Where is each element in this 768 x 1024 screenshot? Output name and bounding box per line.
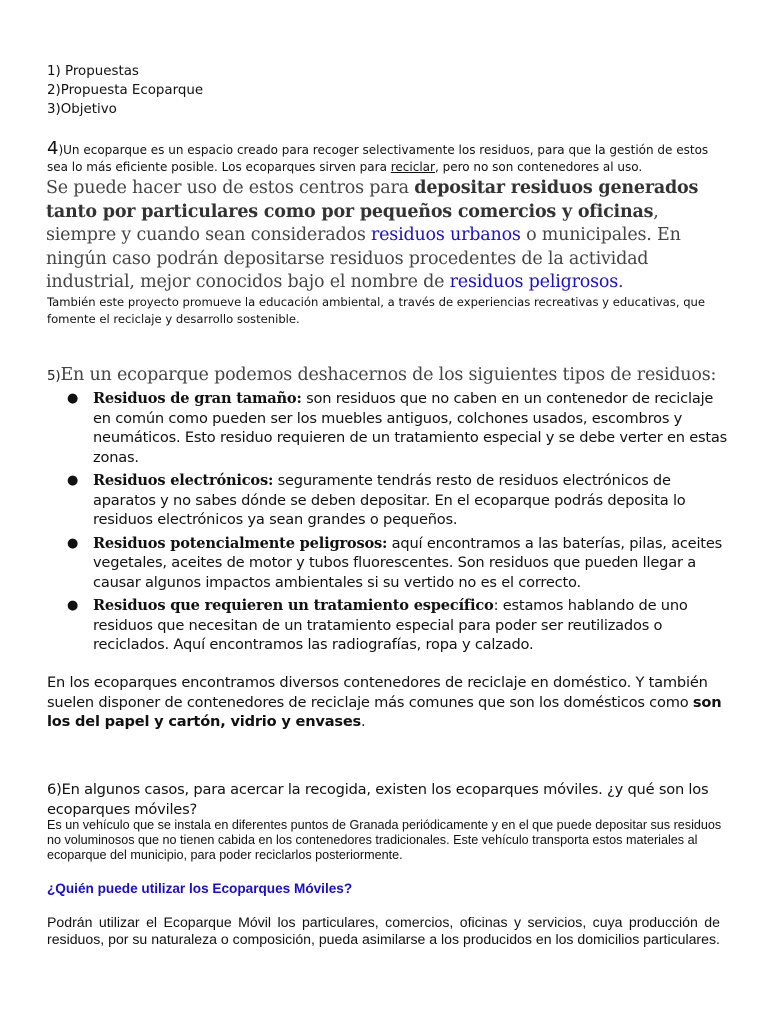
list-item [67,471,733,530]
residuos-urbanos-link[interactable]: residuos urbanos [370,225,521,245]
list-item-title: Residuos de gran tamaño: [93,390,302,407]
section-4-number: 4 [47,138,59,159]
section-5-heading-text: En un ecoparque podemos deshacernos de los siguientes tipos de residuos: [60,365,717,385]
list-item-text: son residuos que no caben en un contenedor de reciclaje en común como pueden ser los muebles antiguos, colchones usados, escombros y neumáticos. Esto residuo requieren de un tratamiento especial y se debe verter en estas zonas. [93,390,728,466]
list-item-title: Residuos que requieren un tratamiento específico [93,597,494,614]
section-6-intro: 6)En algunos casos, para acercar la recogida, existen los ecoparques móviles. ¿y qué son los ecoparques móviles? [47,781,709,818]
residue-types-list [67,389,733,659]
serif-text-c: o municipales. En ningún caso podrán depositarse residuos procedentes de la actividad industrial, mejor conocidos bajo el nombre de [46,225,681,292]
list-item [67,596,733,655]
section-4-text-a: )Un ecoparque es un espacio creado para recoger selectivamente los residuos, para que la gestión de estos sea lo más eficiente posible. Los ecoparques sirven para [47,143,709,174]
containers-text-b: . [361,713,366,730]
serif-text-b: , siempre y cuando sean considerados [46,201,659,245]
section-4-text-b: , pero no son contenedores al uso. [434,160,643,174]
containers-paragraph [47,673,737,732]
section-5-number: 5) [47,368,61,384]
bullet-icon: ● [67,391,79,406]
table-of-contents [47,62,203,119]
bullet-icon: ● [67,473,79,488]
who-can-use-answer: Podrán utilizar el Ecoparque Móvil los particulares, comercios, oficinas y servicios, cuya producción de residuos, por su naturaleza o composición, pueda asimilarse a los producidos en los domicilios particulares. [47,914,720,947]
section-4-small-note: También este proyecto promueve la educación ambiental, a través de experiencias recreativas y educativas, que fomente el reciclaje y desarrollo sostenible. [47,295,706,326]
toc-item-propuesta-ecoparque: 2)Propuesta Ecoparque [47,83,204,98]
list-item-text: seguramente tendrás resto de residuos electrónicos de aparatos y no sabes dónde se deben depositar. En el ecoparque podrás deposita lo residuos electrónicos ya sean grandes o pequeños. [93,472,686,528]
section-5-heading [47,364,747,387]
bullet-icon: ● [67,535,79,551]
section-4-intro [47,140,727,176]
list-item-title: Residuos electrónicos: [93,472,274,489]
residuos-peligrosos-link[interactable]: residuos peligrosos [449,272,619,292]
who-can-use-heading: ¿Quién puede utilizar los Ecoparques Móviles? [47,881,353,896]
bullet-icon: ● [67,598,79,613]
serif-text-a: Se puede hacer uso de estos centros para [46,178,415,198]
list-item [67,534,733,593]
mobile-ecopark-description: Es un vehículo que se instala en diferentes puntos de Granada periódicamente y en el que puede depositar sus residuos no voluminosos que no tienen cabida en los contenedores tradicionales. Este vehículo transporta estos materiales al ecoparque del municipio, para poder reciclarlos posteriormente. [47,818,722,862]
serif-bold-text: depositar residuos generados tanto por particulares como por pequeños comercios y oficinas [46,178,699,222]
serif-text-d: . [618,272,624,292]
list-item-title: Residuos potencialmente peligrosos: [93,534,388,552]
list-item-text: : estamos hablando de uno residuos que necesitan de un tratamiento especial para poder ser reutilizados o reciclados. Aquí encontramos las radiografías, ropa y calzado. [93,597,688,653]
list-item-text: aquí encontramos a las baterías, pilas, aceites vegetales, aceites de motor y tubos fluorescentes. Son residuos que pueden llegar a causar algunos impactos ambientales si su vertido no es el correcto. [93,534,723,591]
toc-item-objetivo: 3)Objetivo [47,102,117,117]
containers-text-a: En los ecoparques encontramos diversos contenedores de reciclaje en doméstico. Y también suelen disponer de contenedores de reciclaje más comunes que son los domésticos como [47,674,708,711]
section-4-serif-paragraph [46,177,726,295]
containers-bold-text: son los del papel y cartón, vidrio y envases [47,693,722,730]
toc-item-propuestas: 1) Propuestas [47,64,139,79]
list-item [67,389,733,467]
reciclar-link[interactable]: reciclar [390,160,435,174]
